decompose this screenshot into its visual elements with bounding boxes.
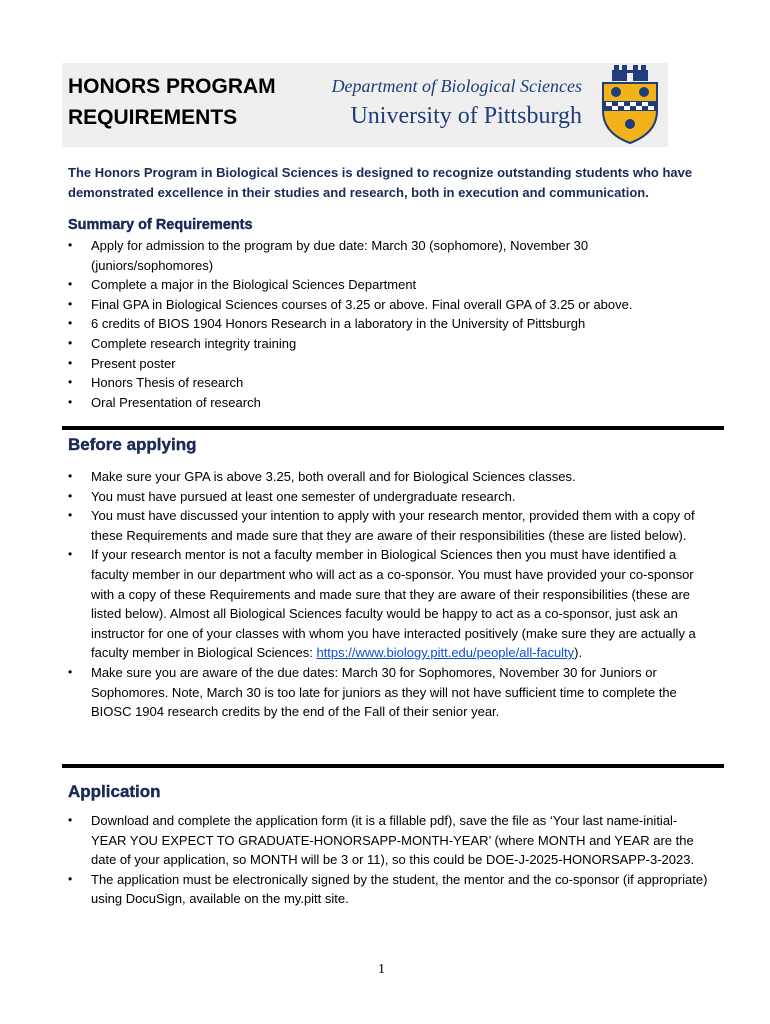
section-divider: [62, 764, 724, 768]
all-faculty-link[interactable]: https://www.biology.pitt.edu/people/all-faculty: [316, 645, 575, 661]
bullet-icon: •: [68, 375, 73, 390]
bullet-icon: •: [68, 394, 73, 409]
pitt-shield-icon: [600, 63, 660, 145]
list-item-text: Make sure you are aware of the due dates: March 30 for Sophomores, November 30 for Juniors or Sophomores. Note, March 30 is too late for juniors as they will not have sufficient time to complete the BIOSC 1904 research credits by the end of the Fall of their senior year.: [91, 664, 677, 720]
bullet-icon: •: [68, 238, 73, 252]
bullet-icon: •: [68, 547, 73, 562]
list-item-text: Complete research integrity training: [91, 335, 297, 351]
list-item-text: Complete a major in the Biological Sciences Department: [91, 277, 417, 293]
list-item: [68, 811, 708, 870]
application-list: [68, 811, 708, 909]
before-applying-list: [68, 467, 708, 722]
list-item: [68, 467, 708, 487]
page-number: 1: [378, 962, 385, 977]
list-item: [68, 663, 708, 722]
before-applying-heading: [68, 435, 196, 455]
list-item-text: Make sure your GPA is above 3.25, both overall and for Biological Sciences classes.: [91, 469, 576, 484]
list-item: [68, 506, 708, 545]
list-item: [68, 487, 708, 507]
bullet-icon: •: [68, 316, 73, 331]
intro-paragraph: The Honors Program in Biological Sciences is designed to recognize outstanding students who have demonstrated excellence in their studies and research, both in execution and communication.: [68, 165, 693, 200]
application-heading-text: Application: [68, 782, 161, 801]
before-applying-heading-text: Before applying: [68, 435, 197, 454]
application-heading: [68, 782, 161, 802]
list-item: [68, 314, 708, 334]
list-item: [68, 870, 708, 909]
bullet-icon: •: [68, 335, 73, 350]
bullet-icon: •: [68, 355, 73, 370]
summary-list: [68, 236, 708, 412]
list-item-text: Final GPA in Biological Sciences courses of 3.25 or above. Final overall GPA of 3.25 or above.: [91, 296, 633, 312]
bullet-icon: •: [68, 508, 73, 523]
list-item: [68, 373, 708, 393]
bullet-icon: •: [68, 488, 73, 503]
list-item: [68, 393, 708, 413]
list-item: [68, 275, 708, 295]
list-item-text: If your research mentor is not a faculty member in Biological Sciences then you must have identified a faculty member in our department who will act as a co-sponsor. You must have provided your co-sponsor with a copy of these Requirements and made sure that they are aware of their responsibilities (these are listed below). Almost all Biological Sciences faculty would be happy to act as a co-sponsor, just ask an instructor for one of your classes with whom you have interacted positively (make sure they are actually a faculty member in Biological Sciences:: [91, 547, 696, 661]
document-title: [68, 71, 276, 133]
bullet-icon: •: [68, 469, 73, 483]
list-item-text: Apply for admission to the program by due date: March 30 (sophomore), November 30 (juniors/sophomores): [91, 238, 589, 273]
list-item-text: Present poster: [91, 355, 176, 371]
list-item-text: The application must be electronically signed by the student, the mentor and the co-sponsor (if appropriate) using DocuSign, available on the my.pitt site.: [91, 871, 708, 907]
list-item-text: Honors Thesis of research: [91, 375, 244, 391]
department-name: Department of Biological Sciences: [331, 76, 582, 96]
bullet-icon: •: [68, 871, 73, 886]
title-line-1: HONORS PROGRAM: [68, 75, 276, 98]
bullet-icon: •: [68, 277, 73, 292]
bullet-icon: •: [68, 296, 73, 311]
list-item: [68, 334, 708, 354]
list-item-text: 6 credits of BIOS 1904 Honors Research in a laboratory in the University of Pittsburgh: [91, 316, 586, 332]
list-item: [68, 295, 708, 315]
header-band: [62, 63, 668, 147]
list-item-text: You must have pursued at least one semester of undergraduate research.: [91, 488, 516, 504]
list-item: [68, 236, 708, 275]
university-name: University of Pittsburgh: [350, 103, 582, 129]
bullet-icon: •: [68, 813, 73, 827]
summary-heading: [68, 217, 253, 233]
list-item: [68, 354, 708, 374]
list-item: [68, 545, 708, 663]
list-item-text: Download and complete the application form (it is a fillable pdf), save the file as ‘Your last name-initial-YEAR YOU EXPECT TO GRADUATE-HONORSAPP-MONTH-YEAR’ (where MONTH and YEAR are the date of your application, so MONTH will be 3 or 11), so this could be DOE-J-2025-HONORSAPP-3-2023.: [91, 813, 695, 868]
bullet-icon: •: [68, 664, 73, 679]
title-line-2: REQUIREMENTS: [68, 106, 238, 129]
list-item-text-end: ).: [574, 645, 583, 661]
section-divider: [62, 426, 724, 430]
summary-heading-text: Summary of Requirements: [68, 217, 253, 233]
list-item-text: Oral Presentation of research: [91, 394, 261, 410]
list-item-text: You must have discussed your intention to apply with your research mentor, provided them with a copy of these Requirements and made sure that they are aware of their responsibilities (these are listed below).: [91, 508, 695, 543]
